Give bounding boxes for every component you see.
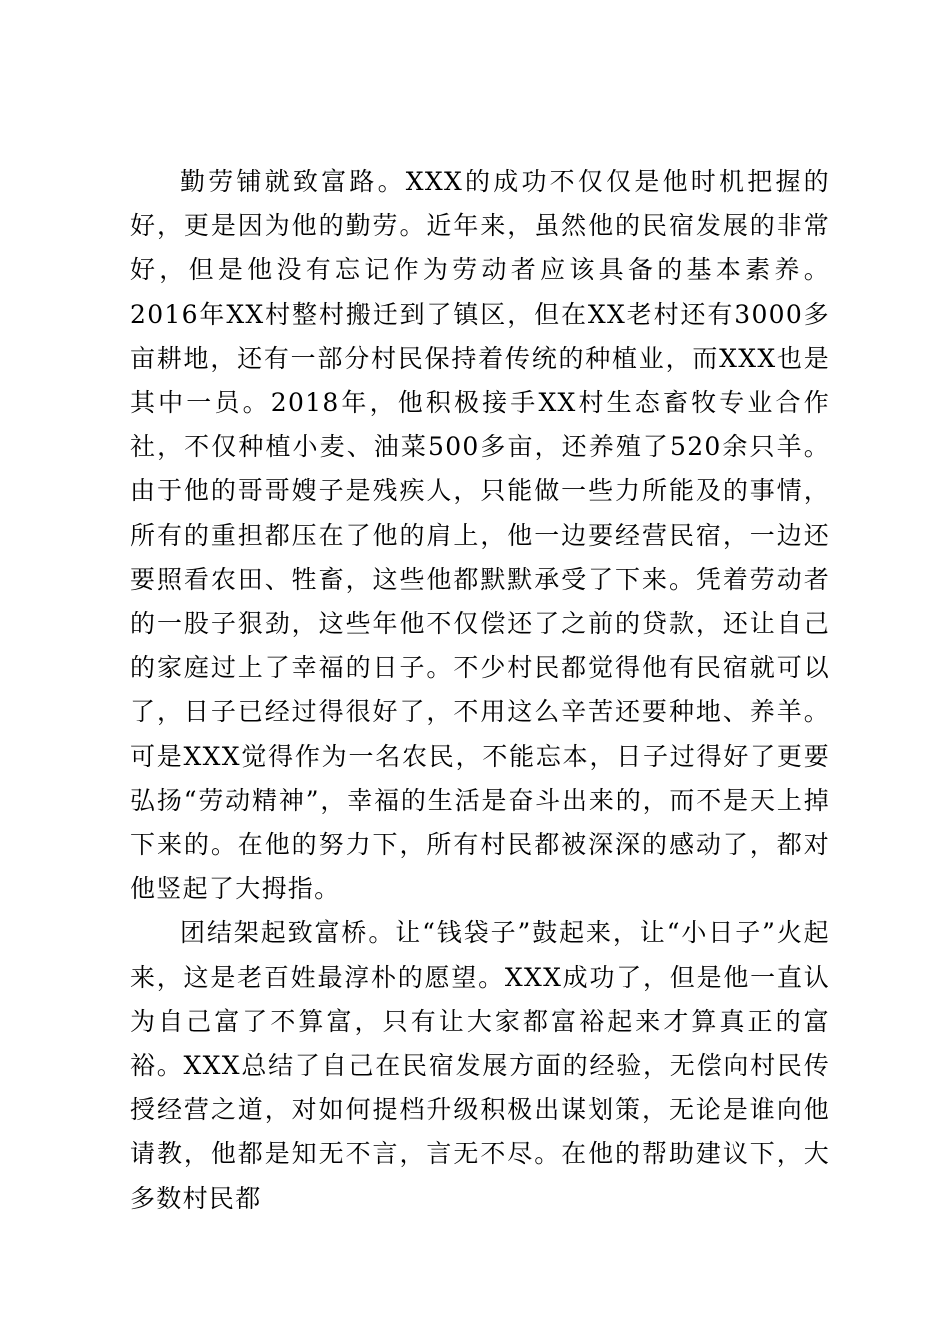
paragraph-hard-work: 勤劳铺就致富路。XXX的成功不仅仅是他时机把握的好，更是因为他的勤劳。近年来，虽然他的民宿发展的非常好，但是他没有忘记作为劳动者应该具备的基本素养。2016年XX村整村搬迁到了镇区，但在XX老村还有3000多亩耕地，还有一部分村民保持着传统的种植业，而XXX也是其中一员。2018年，他积极接手XX村生态畜牧专业合作社，不仅种植小麦、油菜500多亩，还养殖了520余只羊。由于他的哥哥嫂子是残疾人，只能做一些力所能及的事情，所有的重担都压在了他的肩上，他一边要经营民宿，一边还要照看农田、牲畜，这些他都默默承受了下来。凭着劳动者的一股子狠劲，这些年他不仅偿还了之前的贷款，还让自己的家庭过上了幸福的日子。不少村民都觉得他有民宿就可以了，日子已经过得很好了，不用这么辛苦还要种地、养羊。可是XXX觉得作为一名农民，不能忘本，日子过得好了更要弘扬“劳动精神”，幸福的生活是奋斗出来的，而不是天上掉下来的。在他的努力下，所有村民都被深深的感动了，都对他竖起了大拇指。 — [130, 167, 830, 904]
paragraph-unity: 团结架起致富桥。让“钱袋子”鼓起来，让“小日子”火起来，这是老百姓最淳朴的愿望。XXX成功了，但是他一直认为自己富了不算富，只有让大家都富裕起来才算真正的富裕。XXX总结了自己在民宿发展方面的经验，无偿向村民传授经营之道，对如何提档升级积极出谋划策，无论是谁向他请教，他都是知无不言，言无不尽。在他的帮助建议下，大多数村民都 — [130, 918, 830, 1213]
document-body — [130, 160, 830, 1221]
